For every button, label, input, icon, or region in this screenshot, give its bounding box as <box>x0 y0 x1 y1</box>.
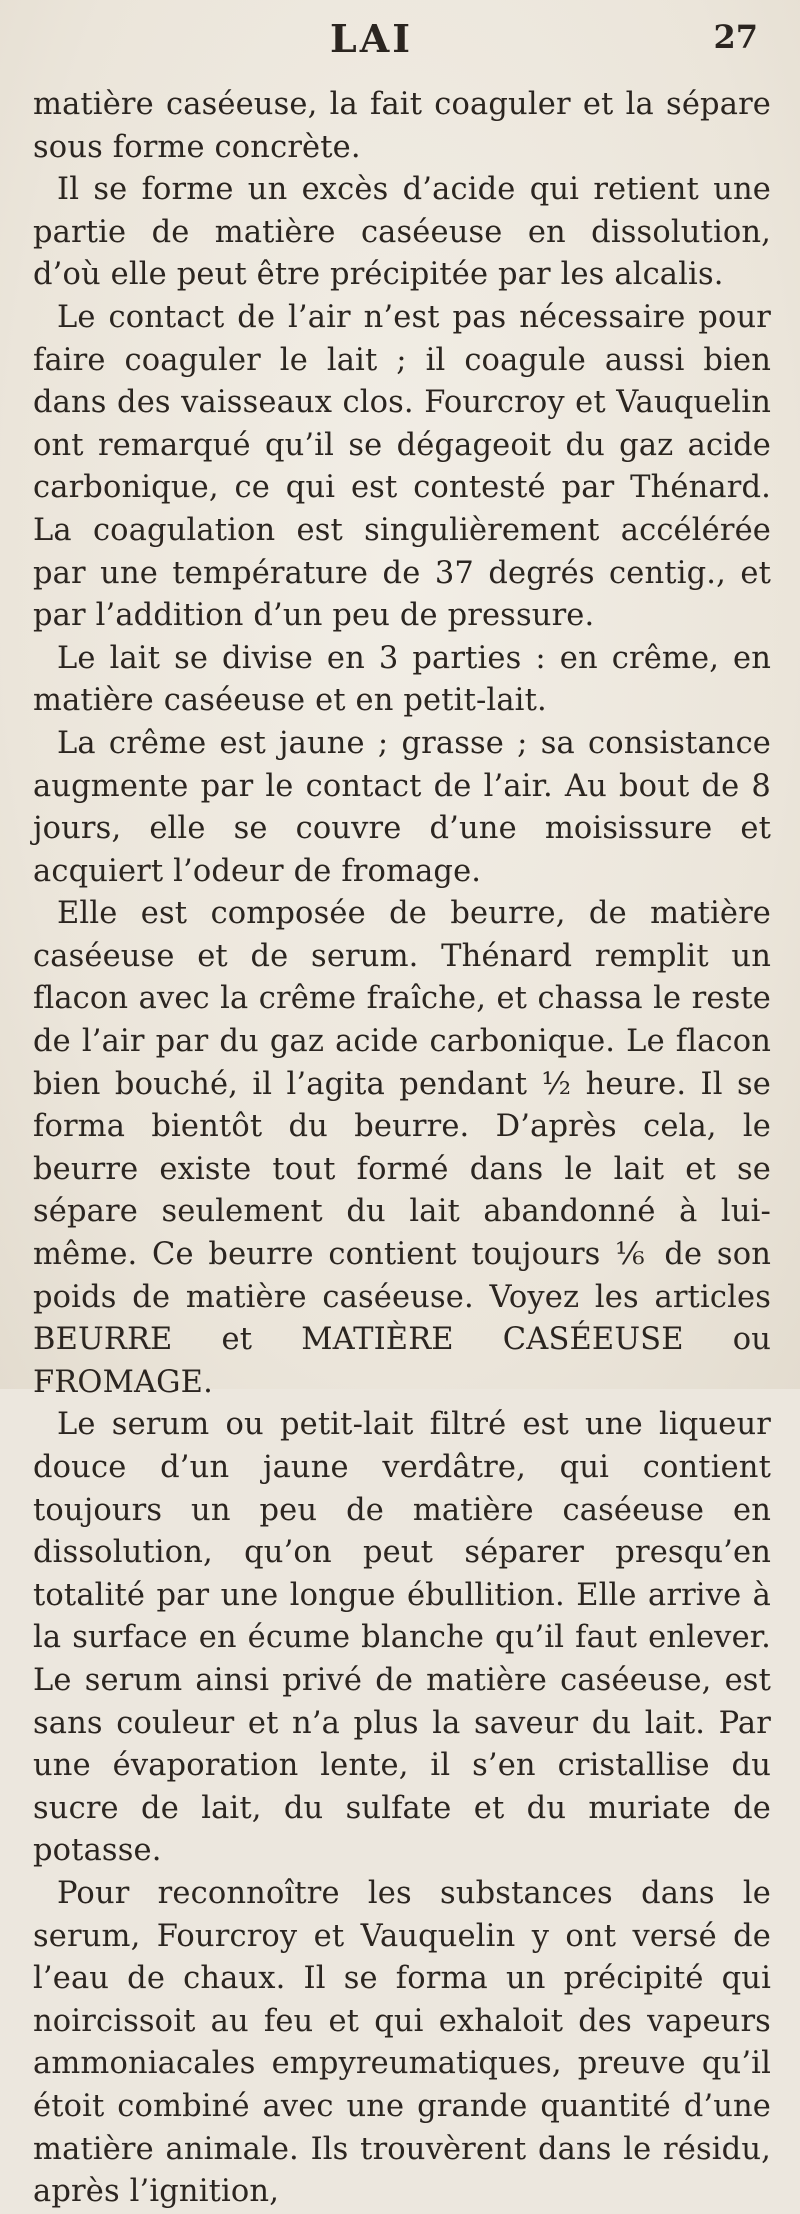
paragraph: Le lait se divise en 3 parties : en crême, en matière caséeuse et en petit-lait. <box>33 640 771 719</box>
paragraph: Le serum ou petit-lait filtré est une liqueur douce d’un jaune verdâtre, qui contient toujours un peu de matière caséeuse en dissolution, qu’on peut séparer presqu’en totalité par une longue ébullition. Elle arrive à la surface en écume blanche qu’il faut enlever. Le serum ainsi privé de matière caséeuse, est sans couleur et n’a plus la saveur du lait. Par une évaporation lente, il s’en cristallise du sucre de lait, du sulfate et du muriate de potasse. <box>33 1407 771 1869</box>
running-title: LAI <box>330 16 413 61</box>
paragraph: La crême est jaune ; grasse ; sa consistance augmente par le contact de l’air. Au bout de 8 jours, elle se couvre d’une moisissure et acquiert l’odeur de fromage. <box>33 725 771 889</box>
paragraph: Pour reconnoître les substances dans le serum, Fourcroy et Vauquelin y ont versé de l’eau de chaux. Il se forma un précipité qui noircissoit au feu et qui exhaloit des vapeurs ammoniacales empyreumatiques, preuve qu’il étoit combiné avec une grande quantité d’une matière animale. Ils trouvèrent dans le résidu, après l’ignition, <box>33 1875 771 2210</box>
paragraph: Le contact de l’air n’est pas nécessaire pour faire coaguler le lait ; il coagule aussi bien dans des vaisseaux clos. Fourcroy et Vauquelin ont remarqué qu’il se dégageoit du gaz acide carbonique, ce qui est contesté par Thénard. La coagulation est singulièrement accélérée par une température de 37 degrés centig., et par l’addition d’un peu de pressure. <box>33 299 771 634</box>
paragraph: matière caséeuse, la fait coaguler et la sépare sous forme concrète. <box>33 87 771 165</box>
body-text <box>33 84 771 2214</box>
paragraph: Elle est composée de beurre, de matière caséeuse et de serum. Thénard remplit un flacon avec la crême fraîche, et chassa le reste de l’air par du gaz acide carbonique. Le flacon bien bouché, il l’agita pendant ½ heure. Il se forma bientôt du beurre. D’après cela, le beurre existe tout formé dans le lait et se sépare seulement du lait abandonné à lui-même. Ce beurre contient toujours ⅙ de son poids de matière caséeuse. Voyez les articles BEURRE et MATIÈRE CASÉEUSE ou FROMAGE. <box>33 896 771 1400</box>
page-header <box>0 12 800 72</box>
page-number: 27 <box>713 18 758 56</box>
paragraph: Il se forme un excès d’acide qui retient une partie de matière caséeuse en dissolution, d’où elle peut être précipitée par les alcalis. <box>33 172 771 293</box>
